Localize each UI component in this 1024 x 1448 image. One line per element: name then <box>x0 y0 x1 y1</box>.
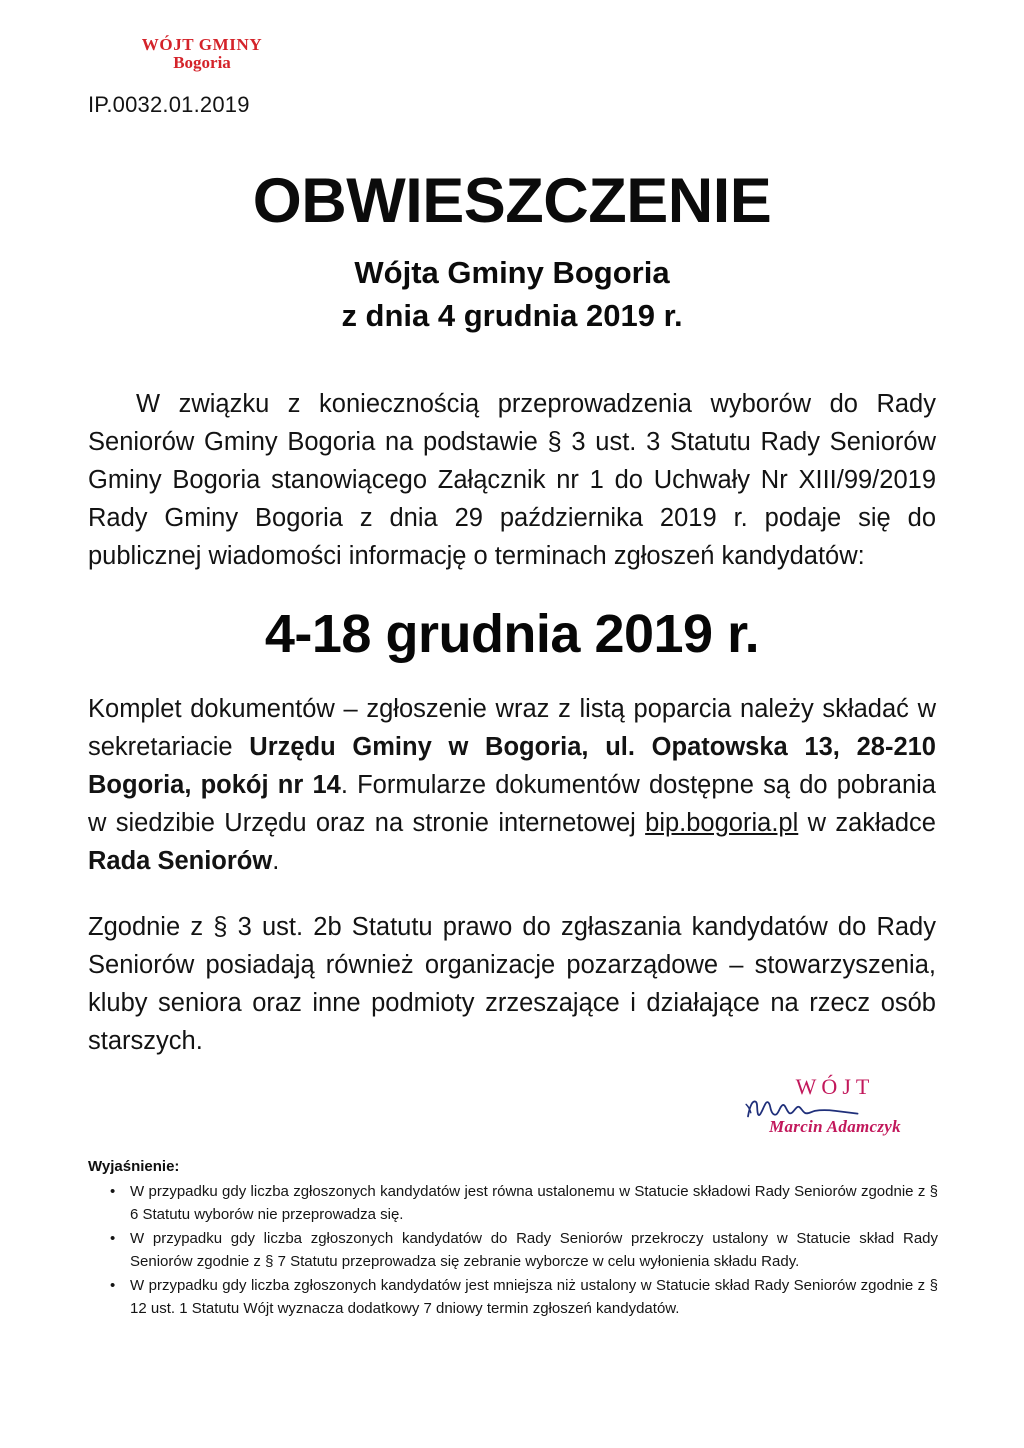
list-item <box>110 1274 938 1320</box>
paragraph-submission-details <box>88 690 936 880</box>
signature-block <box>735 1076 935 1137</box>
signature-title: WÓJT <box>795 1074 875 1099</box>
list-item-text: W przypadku gdy liczba zgłoszonych kandydatów jest równa ustalonemu w Statucie składowi Rady Seniorów zgodnie z § 6 Statutu wyborów nie przeprowadza się. <box>130 1183 938 1223</box>
list-item-text: W przypadku gdy liczba zgłoszonych kandydatów do Rady Seniorów przekroczy ustalony w Statucie skład Rady Seniorów zgodnie z § 7 Statutu przeprowadza się zebranie wyborcze w celu wyłonienia składu Rady. <box>130 1230 938 1270</box>
p2-bold-section: Rada Seniorów <box>88 847 273 876</box>
bullet-icon: • <box>110 1183 116 1200</box>
title-subtitle-date: z dnia 4 grudnia 2019 r. <box>341 298 683 334</box>
p2-text-1: Komplet dokumentów – zgłoszenie wraz z listą poparcia należy składać w sekretariacie <box>88 695 936 762</box>
letterhead-stamp <box>112 36 292 73</box>
reference-number: IP.0032.01.2019 <box>88 92 250 117</box>
page-title: OBWIESZCZENIE <box>252 166 772 236</box>
p2-bold-address: Urzędu Gminy w Bogoria, ul. Opatowska 13, 28-210 Bogoria, pokój nr 14 <box>88 733 936 800</box>
signatory-name: Marcin Adamczyk <box>769 1117 901 1136</box>
bullet-icon: • <box>110 1230 116 1247</box>
footnotes-section <box>88 1158 938 1321</box>
document-body <box>88 385 936 1060</box>
list-item <box>110 1180 938 1226</box>
footnotes-list <box>88 1180 938 1320</box>
footnotes-heading: Wyjaśnienie: <box>88 1158 180 1175</box>
list-item <box>110 1227 938 1273</box>
paragraph-intro: W związku z koniecznością przeprowadzenia wyborów do Rady Seniorów Gminy Bogoria na podstawie § 3 ust. 3 Statutu Rady Seniorów Gminy Bogoria stanowiącego Załącznik nr 1 do Uchwały Nr XIII/99/2019 Rady Gminy Bogoria z dnia 29 października 2019 r. podaje się do publicznej wiadomości informację o terminach zgłoszeń kandydatów: <box>88 390 936 570</box>
list-item-text: W przypadku gdy liczba zgłoszonych kandydatów jest mniejsza niż ustalony w Statucie skład Rady Seniorów zgodnie z § 12 ust. 1 Statutu Wójt wyznacza dodatkowy 7 dniowy termin zgłoszeń kandydatów. <box>130 1277 938 1317</box>
p2-text-4: . <box>272 847 280 876</box>
paragraph-eligibility: Zgodnie z § 3 ust. 2b Statutu prawo do zgłaszania kandydatów do Rady Seniorów posiadają również organizacje pozarządowe – stowarzyszenia, kluby seniora oraz inne podmioty zrzeszające i działające na rzecz osób starszych. <box>88 913 936 1056</box>
p2-text-3: w zakładce <box>798 809 936 838</box>
letterhead-line-2: Bogoria <box>173 53 231 73</box>
bip-website-link[interactable]: bip.bogoria.pl <box>645 809 799 838</box>
title-block <box>88 168 936 335</box>
paragraph-spacer <box>88 880 936 908</box>
title-subtitle-authority: Wójta Gminy Bogoria <box>354 255 670 291</box>
letterhead-line-1: WÓJT GMINY <box>141 35 263 54</box>
p2-text-2: . Formularze dokumentów dostępne są do pobrania w siedzibie Urzędu oraz na stronie internetowej <box>88 771 936 838</box>
headline-submission-period: 4-18 grudnia 2019 r. <box>264 604 760 664</box>
bullet-icon: • <box>110 1277 116 1294</box>
